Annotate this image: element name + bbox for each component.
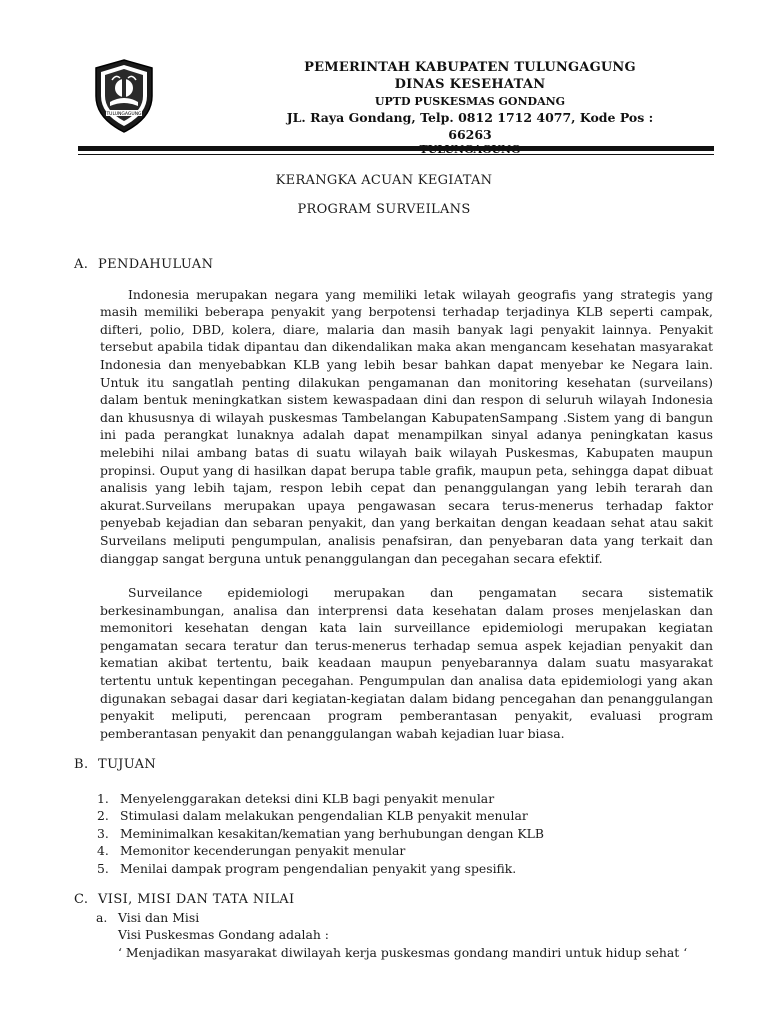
- section-c-title: VISI, MISI DAN TATA NILAI: [98, 892, 295, 908]
- list-item: [97, 790, 713, 807]
- section-b-title: TUJUAN: [98, 757, 157, 773]
- section-a-title: PENDAHULUAN: [98, 257, 214, 272]
- section-c-letter: C.: [74, 892, 89, 908]
- section-a-letter: A.: [74, 257, 89, 272]
- list-item-text: Memonitor kecenderungan penyakit menular: [120, 843, 406, 859]
- logo-text: TULUNGAGUNG: [106, 112, 142, 117]
- section-b-letter: B.: [74, 757, 89, 773]
- list-item-number: 1.: [97, 791, 109, 807]
- list-item-number: 5.: [97, 860, 109, 876]
- list-item-text: Menilai dampak program pengendalian penyakit yang spesifik.: [120, 860, 517, 876]
- list-item-text: Stimulasi dalam melakukan pengendalian KLB penyakit menular: [120, 808, 528, 824]
- letterhead-government: PEMERINTAH KABUPATEN TULUNGAGUNG: [304, 60, 636, 75]
- section-c-heading: [74, 891, 687, 909]
- list-item: [97, 825, 713, 842]
- letterhead: [270, 60, 670, 157]
- letterhead-unit: UPTD PUSKESMAS GONDANG: [374, 95, 566, 108]
- section-a-paragraph-1: Indonesia merupakan negara yang memiliki letak wilayah geografis yang strategis yang masih memiliki beberapa penyakit yang berpotensi terhadap terjadinya KLB seperti campak, difteri, polio, DBD, kolera, diare, malaria dan masih banyak lagi penyakit lainnya. Penyakit tersebut apabila tidak dipantau dan dikendalikan maka akan mengancam kesehatan masyarakat Indonesia dan menyebabkan KLB yang lebih besar bahkan dapat menyebar ke Negara lain. Untuk itu sangatlah penting dilakukan pengamanan dan monitoring kesehatan (surveilans) dalam bentuk meningkatkan sistem kewaspadaan dini dan respon di seluruh wilayah Indonesia dan khususnya di wilayah puskesmas Tambelangan KabupatenSampang .Sistem yang di bangun ini pada perangkat lunaknya adalah dapat menampilkan sinyal adanya peningkatan kasus melebihi nilai ambang batas di suatu wilayah baik wilayah Puskesmas, Kabupaten maupun propinsi. Ouput yang di hasilkan dapat berupa table grafik, maupun peta, sehingga dapat dibuat analisis yang lebih tajam, respon lebih cepat dan penanggulangan yang lebih terarah dan akurat.Surveilans merupakan upaya pengawasan secara terus-menerus terhadap faktor penyebab kejadian dan sebaran penyakit, dan yang berkaitan dengan keadaan sehat atau sakit Surveilans meliputi pengumpulan, analisis penafsiran, dan penyebaran data yang terkait dan dianggap sangat berguna untuk penanggulangan dan pecegahan secara efektif.: [100, 286, 713, 566]
- vision-intro: Visi Puskesmas Gondang adalah :: [118, 927, 329, 943]
- vision-statement: ‘ Menjadikan masyarakat diwilayah kerja puskesmas gondang mandiri untuk hidup sehat ‘: [118, 944, 688, 960]
- letterhead-address: JL. Raya Gondang, Telp. 0812 1712 4077, Kode Pos : 66263: [286, 110, 654, 142]
- section-b-heading: [74, 756, 687, 774]
- regency-coat-of-arms-icon: [92, 58, 156, 134]
- list-item-number: 3.: [97, 825, 109, 841]
- letterhead-rule-thick: [78, 146, 714, 151]
- document-subtitle: PROGRAM SURVEILANS: [297, 202, 471, 217]
- letterhead-rule-thin: [78, 154, 714, 155]
- list-item: [97, 860, 713, 877]
- list-item-number: 2.: [97, 808, 109, 824]
- objectives-list: [97, 790, 713, 877]
- list-item-text: Meminimalkan kesakitan/kematian yang berhubungan dengan KLB: [120, 825, 544, 841]
- document-body: [74, 256, 713, 961]
- document-title: KERANGKA ACUAN KEGIATAN: [275, 173, 493, 188]
- section-a-paragraph-2: Surveilance epidemiologi merupakan dan pengamatan secara sistematik berkesinambungan, analisa dan interprensi data kesehatan dalam proses menjelaskan dan memonitori kesehatan dengan kata lain surveillance epidemiologi merupakan kegiatan pengamatan secara teratur dan terus-menerus terhadap semua aspek kejadian penyakit dan kematian akibat tertentu, baik keadaan maupun penyebarannya dalam suatu masyarakat tertentu untuk kepentingan pecegahan. Pengumpulan dan analisa data epidemiologi yang akan digunakan sebagai dasar dari kegiatan-kegiatan dalam bidang pencegahan dan penanggulangan penyakit meliputi, perencaan program pemberantasan penyakit, evaluasi program pemberantasan penyakit dan penanggulangan wabah kejadian luar biasa.: [100, 585, 713, 741]
- subsection-title: Visi dan Misi: [118, 909, 200, 925]
- letterhead-agency: DINAS KESEHATAN: [394, 77, 546, 92]
- section-a-heading: [74, 256, 687, 274]
- list-item: [97, 842, 713, 859]
- list-item-number: 4.: [97, 843, 109, 859]
- list-item: [97, 807, 713, 824]
- subsection-vision-mission: [96, 909, 709, 927]
- list-item-text: Menyelenggarakan deteksi dini KLB bagi penyakit menular: [120, 791, 495, 807]
- subsection-letter: a.: [96, 909, 108, 925]
